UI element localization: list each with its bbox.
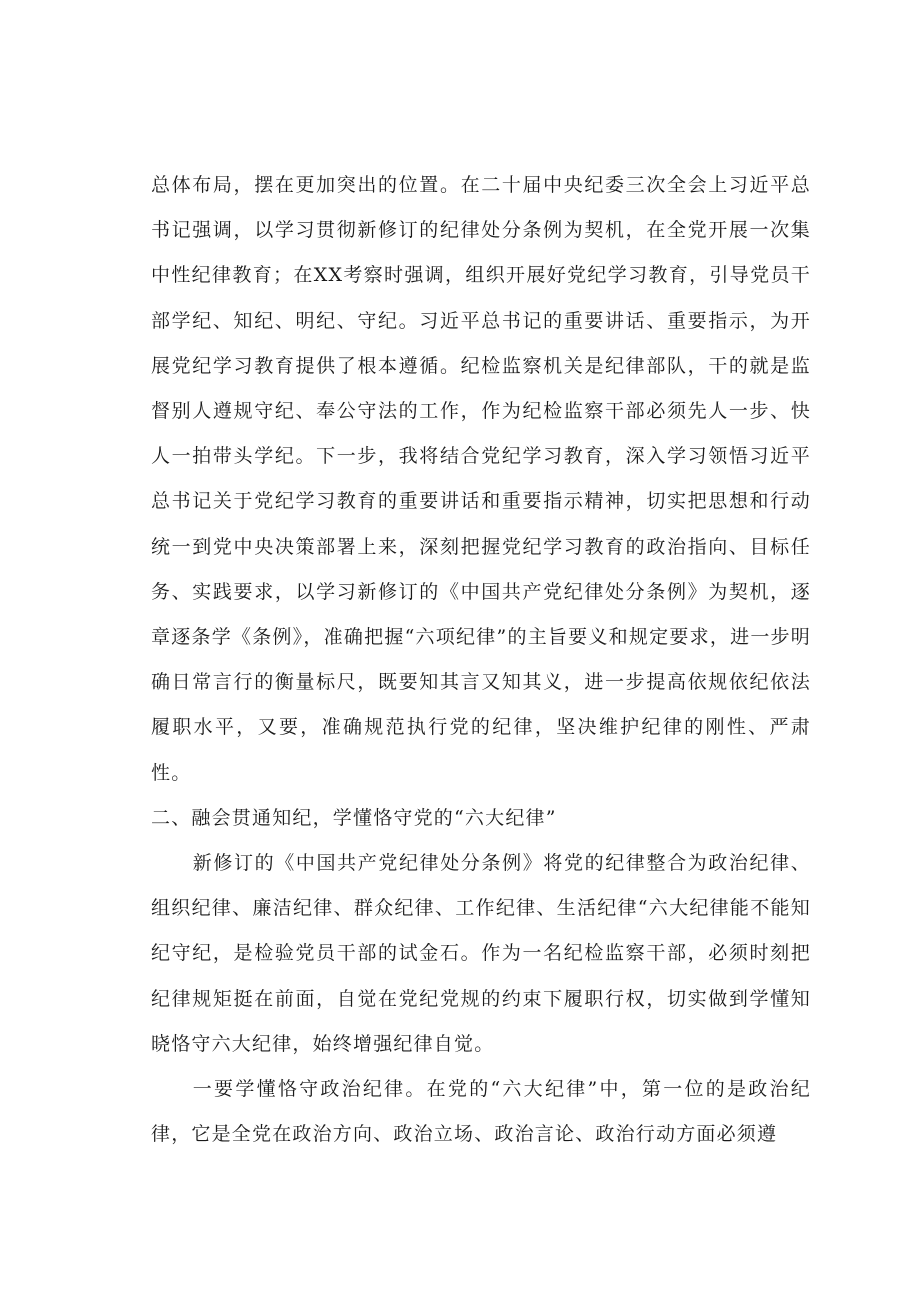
paragraph-political-discipline: 一要学懂恪守政治纪律。在党的“六大纪律”中，第一位的是政治纪律，它是全党在政治方向、政治立场、政治言论、政治行动方面必须遵 — [151, 1078, 811, 1146]
document-body — [151, 163, 811, 1157]
paragraph-continuation: 总体布局，摆在更加突出的位置。在二十届中央纪委三次全会上习近平总书记强调，以学习贯彻新修订的纪律处分条例为契机，在全党开展一次集中性纪律教育；在XX考察时强调，组织开展好党纪学习教育，引导党员干部学纪、知纪、明纪、守纪。习近平总书记的重要讲话、重要指示，为开展党纪学习教育提供了根本遵循。纪检监察机关是纪律部队，干的就是监督别人遵规守纪、奉公守法的工作，作为纪检监察干部必须先人一步、快人一拍带头学纪。下一步，我将结合党纪学习教育，深入学习领悟习近平总书记关于党纪学习教育的重要讲话和重要指示精神，切实把思想和行动统一到党中央决策部署上来，深刻把握党纪学习教育的政治指向、目标任务、实践要求，以学习新修订的《中国共产党纪律处分条例》为契机，逐章逐条学《条例》，准确把握“六项纪律”的主旨要义和规定要求，进一步明确日常言行的衡量标尺，既要知其言又知其义，进一步提高依规依纪依法履职水平，又要，准确规范执行党的纪律，坚决维护纪律的刚性、严肃性。 — [151, 174, 811, 784]
paragraph-six-disciplines: 新修订的《中国共产党纪律处分条例》将党的纪律整合为政治纪律、组织纪律、廉洁纪律、群众纪律、工作纪律、生活纪律“六大纪律能不能知纪守纪，是检验党员干部的试金石。作为一名纪检监察干部，必须时刻把纪律规矩挺在前面，自觉在党纪党规的约束下履职行权，切实做到学懂知晓恪守六大纪律，始终增强纪律自觉。 — [151, 852, 811, 1055]
section-heading: 二、融会贯通知纪，学懂恪守党的“六大纪律” — [151, 806, 557, 829]
